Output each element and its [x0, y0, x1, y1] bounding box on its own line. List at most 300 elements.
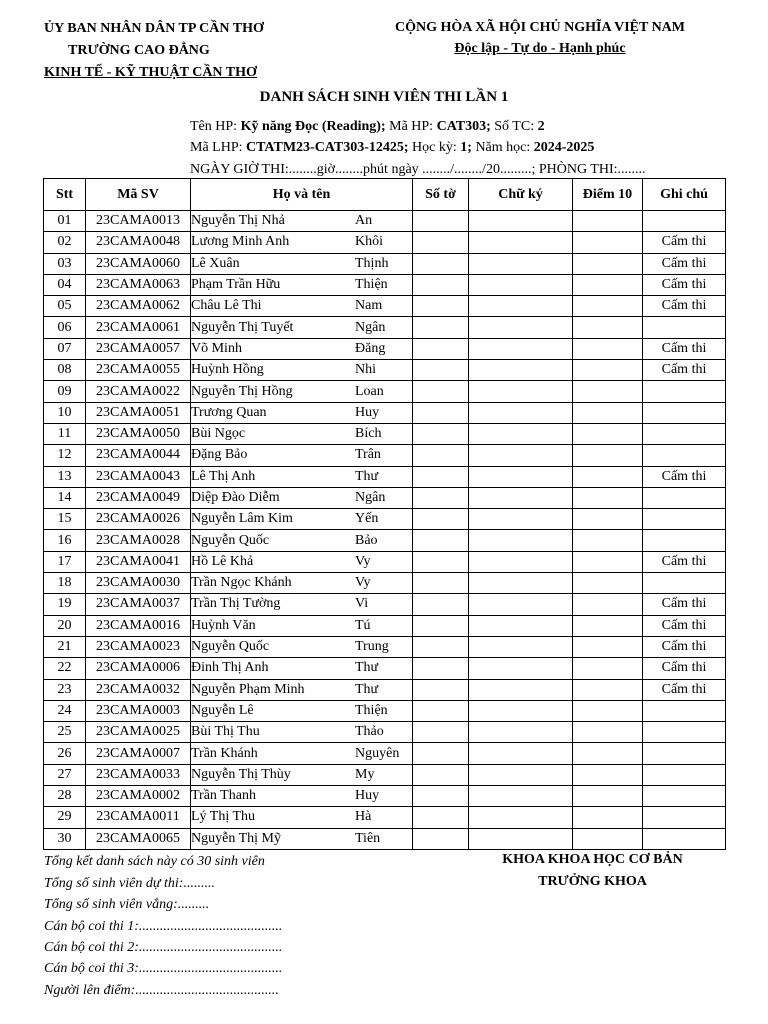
cell-stt: 18	[44, 573, 86, 594]
cell-given-name: Tiên	[355, 830, 381, 846]
cell-student-id: 23CAMA0026	[86, 509, 191, 530]
cell-full-name	[191, 743, 413, 764]
cell-given-name: Trân	[355, 447, 381, 463]
cell-stt: 13	[44, 466, 86, 487]
cell-full-name	[191, 828, 413, 849]
table-row	[44, 786, 726, 807]
cell-score	[573, 764, 643, 785]
cell-sheets	[413, 296, 469, 317]
table-row	[44, 317, 726, 338]
cell-note	[643, 722, 726, 743]
cell-surname: Nguyễn Thị Tuyết	[191, 319, 294, 335]
cell-stt: 14	[44, 487, 86, 508]
cell-note: Cấm thi	[643, 551, 726, 572]
cell-note: Cấm thi	[643, 274, 726, 295]
cell-full-name	[191, 551, 413, 572]
cell-sheets	[413, 445, 469, 466]
cell-stt: 08	[44, 360, 86, 381]
semester-label: Học kỳ:	[408, 140, 461, 155]
cell-signature	[469, 743, 573, 764]
cell-sheets	[413, 530, 469, 551]
cell-sheets	[413, 211, 469, 232]
table-row	[44, 445, 726, 466]
cell-score	[573, 509, 643, 530]
table-row	[44, 807, 726, 828]
cell-sheets	[413, 338, 469, 359]
cell-surname: Bùi Ngọc	[191, 426, 246, 442]
cell-note	[643, 743, 726, 764]
cell-sheets	[413, 381, 469, 402]
cell-stt: 04	[44, 274, 86, 295]
cell-sheets	[413, 487, 469, 508]
table-row	[44, 551, 726, 572]
cell-stt: 20	[44, 615, 86, 636]
cell-score	[573, 317, 643, 338]
cell-surname: Trương Quan	[191, 404, 267, 420]
cell-stt: 22	[44, 658, 86, 679]
cell-full-name	[191, 423, 413, 444]
cell-full-name	[191, 402, 413, 423]
cell-full-name	[191, 445, 413, 466]
cell-score	[573, 743, 643, 764]
cell-stt: 07	[44, 338, 86, 359]
cell-score	[573, 296, 643, 317]
cell-given-name: Vi	[355, 596, 369, 612]
cell-note	[643, 509, 726, 530]
issuer-line-1: ỦY BAN NHÂN DÂN TP CẦN THƠ	[44, 21, 264, 36]
cell-given-name: Thư	[355, 660, 379, 676]
cell-full-name	[191, 317, 413, 338]
cell-sheets	[413, 722, 469, 743]
cell-score	[573, 211, 643, 232]
cell-stt: 17	[44, 551, 86, 572]
document-title: DANH SÁCH SINH VIÊN THI LẦN 1	[259, 89, 509, 105]
table-row	[44, 658, 726, 679]
cell-stt: 06	[44, 317, 86, 338]
cell-signature	[469, 509, 573, 530]
cell-score	[573, 253, 643, 274]
class-code-label: Mã LHP:	[190, 140, 246, 155]
cell-stt: 24	[44, 700, 86, 721]
cell-stt: 12	[44, 445, 86, 466]
cell-given-name: Bảo	[355, 532, 378, 548]
cell-given-name: Vy	[355, 553, 371, 569]
cell-student-id: 23CAMA0007	[86, 743, 191, 764]
cell-signature	[469, 658, 573, 679]
cell-given-name: Tú	[355, 617, 371, 633]
cell-score	[573, 615, 643, 636]
table-row	[44, 700, 726, 721]
table-row	[44, 232, 726, 253]
cell-given-name: Vy	[355, 575, 371, 591]
cell-student-id: 23CAMA0060	[86, 253, 191, 274]
col-header-student-id: Mã SV	[86, 179, 191, 211]
cell-given-name: Huy	[355, 788, 380, 804]
cell-given-name: Yến	[355, 511, 379, 527]
cell-score	[573, 828, 643, 849]
cell-score	[573, 402, 643, 423]
table-row	[44, 743, 726, 764]
cell-given-name: My	[355, 766, 375, 782]
cell-score	[573, 445, 643, 466]
cell-surname: Nguyễn Lâm Kim	[191, 511, 293, 527]
cell-score	[573, 487, 643, 508]
cell-sheets	[413, 423, 469, 444]
cell-student-id: 23CAMA0048	[86, 232, 191, 253]
cell-stt: 25	[44, 722, 86, 743]
cell-score	[573, 807, 643, 828]
cell-surname: Trần Thanh	[191, 788, 256, 804]
cell-note	[643, 211, 726, 232]
cell-full-name	[191, 636, 413, 657]
cell-signature	[469, 211, 573, 232]
cell-score	[573, 700, 643, 721]
table-row	[44, 253, 726, 274]
cell-signature	[469, 807, 573, 828]
cell-sheets	[413, 615, 469, 636]
col-header-sheets: Số tờ	[413, 179, 469, 211]
cell-student-id: 23CAMA0022	[86, 381, 191, 402]
class-info-line	[190, 140, 594, 156]
cell-student-id: 23CAMA0033	[86, 764, 191, 785]
cell-given-name: Thiện	[355, 277, 388, 293]
cell-student-id: 23CAMA0043	[86, 466, 191, 487]
cell-stt: 26	[44, 743, 86, 764]
cell-signature	[469, 487, 573, 508]
cell-score	[573, 360, 643, 381]
cell-sheets	[413, 317, 469, 338]
cell-surname: Hồ Lê Khả	[191, 553, 254, 569]
cell-score	[573, 232, 643, 253]
cell-stt: 23	[44, 679, 86, 700]
cell-score	[573, 594, 643, 615]
cell-sheets	[413, 402, 469, 423]
cell-given-name: Trung	[355, 639, 389, 655]
cell-signature	[469, 764, 573, 785]
table-row	[44, 360, 726, 381]
cell-stt: 27	[44, 764, 86, 785]
table-row	[44, 381, 726, 402]
cell-signature	[469, 722, 573, 743]
cell-full-name	[191, 615, 413, 636]
col-header-stt: Stt	[44, 179, 86, 211]
cell-student-id: 23CAMA0002	[86, 786, 191, 807]
cell-signature	[469, 296, 573, 317]
cell-note: Cấm thi	[643, 338, 726, 359]
cell-stt: 28	[44, 786, 86, 807]
table-row	[44, 636, 726, 657]
cell-note: Cấm thi	[643, 296, 726, 317]
cell-sheets	[413, 743, 469, 764]
cell-surname: Lý Thị Thu	[191, 809, 256, 825]
cell-note	[643, 317, 726, 338]
cell-sheets	[413, 700, 469, 721]
cell-stt: 16	[44, 530, 86, 551]
cell-student-id: 23CAMA0065	[86, 828, 191, 849]
cell-note: Cấm thi	[643, 466, 726, 487]
cell-surname: Trần Thị Tường	[191, 596, 281, 612]
cell-sheets	[413, 679, 469, 700]
cell-sheets	[413, 466, 469, 487]
course-code-label: Mã HP:	[385, 119, 437, 134]
cell-student-id: 23CAMA0061	[86, 317, 191, 338]
issuer-line-3: KINH TẾ - KỸ THUẬT CẦN THƠ	[44, 65, 257, 80]
cell-signature	[469, 466, 573, 487]
cell-stt: 30	[44, 828, 86, 849]
cell-stt: 29	[44, 807, 86, 828]
cell-student-id: 23CAMA0049	[86, 487, 191, 508]
table-row	[44, 509, 726, 530]
cell-student-id: 23CAMA0037	[86, 594, 191, 615]
cell-sheets	[413, 807, 469, 828]
cell-signature	[469, 700, 573, 721]
table-row	[44, 764, 726, 785]
cell-signature	[469, 402, 573, 423]
cell-surname: Lê Thị Anh	[191, 468, 256, 484]
cell-stt: 03	[44, 253, 86, 274]
table-row	[44, 274, 726, 295]
cell-surname: Trần Khánh	[191, 745, 258, 761]
col-header-note: Ghi chú	[643, 179, 726, 211]
exam-time-line: NGÀY GIỜ THI:........giờ........phút ngày ......../......../20.........; PHÒNG THI:........	[190, 162, 646, 177]
cell-given-name: Bích	[355, 426, 382, 442]
cell-student-id: 23CAMA0044	[86, 445, 191, 466]
cell-full-name	[191, 360, 413, 381]
cell-given-name: Huy	[355, 404, 380, 420]
cell-sheets	[413, 636, 469, 657]
cell-student-id: 23CAMA0016	[86, 615, 191, 636]
cell-signature	[469, 573, 573, 594]
cell-note	[643, 402, 726, 423]
cell-given-name: Khôi	[355, 234, 383, 250]
cell-score	[573, 679, 643, 700]
credits-label: Số TC:	[490, 119, 538, 134]
school-year-value: 2024-2025	[533, 140, 595, 155]
cell-given-name: Thịnh	[355, 255, 389, 271]
cell-full-name	[191, 381, 413, 402]
cell-full-name	[191, 274, 413, 295]
signatory-title: TRƯỞNG KHOA	[538, 874, 647, 889]
cell-full-name	[191, 466, 413, 487]
table-header-row	[44, 179, 726, 211]
cell-student-id: 23CAMA0023	[86, 636, 191, 657]
cell-student-id: 23CAMA0025	[86, 722, 191, 743]
cell-signature	[469, 381, 573, 402]
table-row	[44, 211, 726, 232]
cell-given-name: Thiện	[355, 702, 388, 718]
cell-note	[643, 807, 726, 828]
course-info-line	[190, 119, 545, 135]
cell-score	[573, 381, 643, 402]
cell-given-name: Thảo	[355, 724, 384, 740]
cell-score	[573, 423, 643, 444]
cell-surname: Châu Lê Thi	[191, 298, 262, 314]
school-year-label: Năm học:	[471, 140, 534, 155]
cell-surname: Lê Xuân	[191, 255, 240, 271]
cell-surname: Huỳnh Hồng	[191, 362, 264, 378]
table-row	[44, 466, 726, 487]
cell-given-name: Nguyên	[355, 745, 400, 761]
cell-student-id: 23CAMA0055	[86, 360, 191, 381]
cell-full-name	[191, 232, 413, 253]
cell-signature	[469, 786, 573, 807]
cell-score	[573, 530, 643, 551]
summary-present: Tổng số sinh viên dự thi:.........	[44, 876, 215, 891]
cell-student-id: 23CAMA0028	[86, 530, 191, 551]
course-name-label: Tên HP:	[190, 119, 241, 134]
cell-student-id: 23CAMA0003	[86, 700, 191, 721]
cell-signature	[469, 274, 573, 295]
table-row	[44, 530, 726, 551]
cell-stt: 02	[44, 232, 86, 253]
cell-given-name: Thư	[355, 468, 379, 484]
cell-sheets	[413, 274, 469, 295]
cell-surname: Bùi Thị Thu	[191, 724, 260, 740]
cell-full-name	[191, 658, 413, 679]
cell-given-name: Ngân	[355, 490, 386, 505]
cell-sheets	[413, 764, 469, 785]
table-row	[44, 679, 726, 700]
student-table	[43, 178, 726, 850]
cell-student-id: 23CAMA0006	[86, 658, 191, 679]
col-header-score: Điểm 10	[573, 179, 643, 211]
cell-note: Cấm thi	[643, 253, 726, 274]
proctor-2: Cán bộ coi thi 2:.........................................	[44, 940, 283, 955]
table-row	[44, 573, 726, 594]
cell-surname: Nguyễn Lê	[191, 702, 254, 718]
table-row	[44, 296, 726, 317]
cell-note	[643, 786, 726, 807]
cell-stt: 10	[44, 402, 86, 423]
cell-signature	[469, 594, 573, 615]
cell-surname: Nguyễn Phạm Minh	[191, 681, 305, 697]
cell-full-name	[191, 211, 413, 232]
cell-note: Cấm thi	[643, 615, 726, 636]
cell-student-id: 23CAMA0011	[86, 807, 191, 828]
cell-stt: 09	[44, 381, 86, 402]
cell-full-name	[191, 764, 413, 785]
cell-surname: Đặng Bảo	[191, 447, 248, 463]
cell-score	[573, 551, 643, 572]
issuer-line-2: TRƯỜNG CAO ĐẲNG	[68, 43, 210, 58]
cell-score	[573, 466, 643, 487]
cell-surname: Trần Ngọc Khánh	[191, 575, 292, 591]
cell-sheets	[413, 253, 469, 274]
cell-student-id: 23CAMA0030	[86, 573, 191, 594]
cell-signature	[469, 679, 573, 700]
cell-student-id: 23CAMA0050	[86, 423, 191, 444]
cell-full-name	[191, 722, 413, 743]
cell-student-id: 23CAMA0051	[86, 402, 191, 423]
cell-full-name	[191, 530, 413, 551]
cell-student-id: 23CAMA0062	[86, 296, 191, 317]
cell-surname: Huỳnh Văn	[191, 617, 256, 633]
cell-note: Cấm thi	[643, 658, 726, 679]
cell-stt: 01	[44, 211, 86, 232]
cell-full-name	[191, 573, 413, 594]
table-row	[44, 338, 726, 359]
cell-score	[573, 658, 643, 679]
cell-surname: Đinh Thị Anh	[191, 660, 269, 676]
cell-surname: Lương Minh Anh	[191, 234, 290, 250]
table-row	[44, 594, 726, 615]
cell-full-name	[191, 594, 413, 615]
signatory-faculty: KHOA KHOA HỌC CƠ BẢN	[502, 852, 683, 867]
cell-sheets	[413, 509, 469, 530]
cell-student-id: 23CAMA0041	[86, 551, 191, 572]
cell-given-name: Loan	[355, 383, 384, 399]
cell-surname: Nguyễn Thị Nhả	[191, 213, 285, 229]
cell-note	[643, 700, 726, 721]
cell-note	[643, 530, 726, 551]
cell-stt: 19	[44, 594, 86, 615]
col-header-full-name: Họ và tên	[191, 179, 413, 211]
semester-value: 1;	[460, 140, 472, 155]
cell-surname: Nguyễn Quốc	[191, 639, 270, 655]
cell-stt: 21	[44, 636, 86, 657]
cell-given-name: Nhi	[355, 362, 376, 378]
course-name-value: Kỹ năng Đọc (Reading);	[240, 119, 386, 134]
cell-given-name: Đăng	[355, 340, 386, 356]
national-title: CỘNG HÒA XÃ HỘI CHỦ NGHĨA VIỆT NAM	[394, 20, 685, 35]
cell-note: Cấm thi	[643, 360, 726, 381]
cell-surname: Võ Minh	[191, 340, 242, 356]
cell-full-name	[191, 509, 413, 530]
cell-score	[573, 636, 643, 657]
cell-surname: Nguyễn Quốc	[191, 532, 270, 548]
cell-student-id: 23CAMA0032	[86, 679, 191, 700]
cell-stt: 15	[44, 509, 86, 530]
cell-full-name	[191, 253, 413, 274]
cell-student-id: 23CAMA0063	[86, 274, 191, 295]
summary-total: Tổng kết danh sách này có 30 sinh viên	[44, 854, 265, 869]
cell-full-name	[191, 700, 413, 721]
cell-note	[643, 381, 726, 402]
cell-note	[643, 828, 726, 849]
cell-note: Cấm thi	[643, 232, 726, 253]
cell-score	[573, 786, 643, 807]
cell-given-name: Thư	[355, 681, 379, 697]
cell-surname: Nguyễn Thị Mỹ	[191, 830, 281, 846]
cell-sheets	[413, 786, 469, 807]
cell-signature	[469, 360, 573, 381]
cell-note: Cấm thi	[643, 636, 726, 657]
cell-sheets	[413, 551, 469, 572]
cell-given-name: An	[355, 213, 373, 229]
cell-score	[573, 338, 643, 359]
table-row	[44, 828, 726, 849]
col-header-signature: Chữ ký	[469, 179, 573, 211]
table-row	[44, 615, 726, 636]
cell-note	[643, 445, 726, 466]
cell-score	[573, 274, 643, 295]
cell-signature	[469, 232, 573, 253]
summary-absent: Tổng số sinh viên vắng:.........	[44, 897, 210, 912]
cell-note	[643, 764, 726, 785]
cell-score	[573, 573, 643, 594]
cell-signature	[469, 636, 573, 657]
grader: Người lên điểm:.........................................	[44, 983, 279, 998]
class-code-value: CTATM23-CAT303-12425;	[246, 140, 409, 155]
proctor-3: Cán bộ coi thi 3:.........................................	[44, 961, 283, 976]
cell-given-name: Ngân	[355, 319, 386, 335]
cell-sheets	[413, 594, 469, 615]
cell-signature	[469, 615, 573, 636]
cell-full-name	[191, 679, 413, 700]
cell-stt: 05	[44, 296, 86, 317]
cell-given-name: Nam	[355, 298, 383, 314]
cell-full-name	[191, 487, 413, 508]
